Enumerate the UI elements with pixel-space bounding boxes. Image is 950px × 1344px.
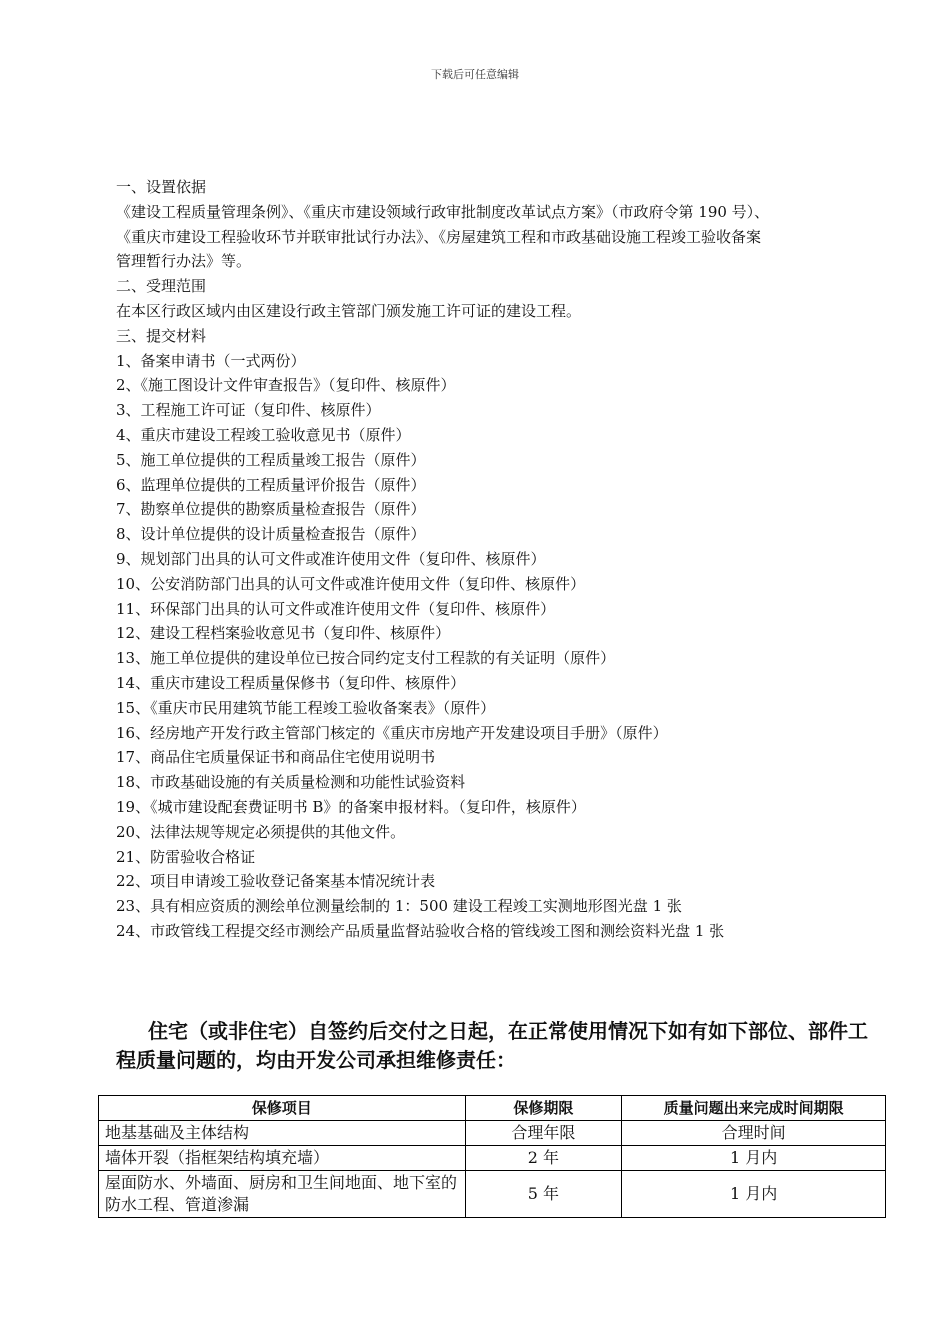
list-item: 21、防雷验收合格证 bbox=[116, 847, 256, 866]
list-item: 22、项目申请竣工验收登记备案基本情况统计表 bbox=[116, 872, 436, 891]
table-cell: 1 月内 bbox=[622, 1146, 886, 1171]
list-item: 8、设计单位提供的设计质量检查报告（原件） bbox=[116, 525, 426, 544]
list-item: 23、具有相应资质的测绘单位测量绘制的 1：500 建设工程竣工实测地形图光盘 1 张 bbox=[116, 897, 682, 916]
list-item: 10、公安消防部门出具的认可文件或准许使用文件（复印件、核原件） bbox=[116, 574, 586, 593]
paragraph-line: 在本区行政区域内由区建设行政主管部门颁发施工许可证的建设工程。 bbox=[116, 301, 582, 320]
list-item: 14、重庆市建设工程质量保修书（复印件、核原件） bbox=[116, 673, 466, 692]
table-row bbox=[99, 1121, 886, 1146]
table-cell: 屋面防水、外墙面、厨房和卫生间地面、地下室的防水工程、管道渗漏 bbox=[99, 1171, 466, 1218]
list-item: 6、监理单位提供的工程质量评价报告（原件） bbox=[116, 475, 426, 494]
table-cell: 墙体开裂（指框架结构填充墙） bbox=[99, 1146, 466, 1171]
list-item: 16、经房地产开发行政主管部门核定的《重庆市房地产开发建设项目手册》（原件） bbox=[116, 723, 668, 742]
section-heading: 二、受理范围 bbox=[116, 277, 207, 296]
warranty-table bbox=[98, 1095, 886, 1218]
table-cell: 合理时间 bbox=[622, 1121, 886, 1146]
list-item: 24、市政管线工程提交经市测绘产品质量监督站验收合格的管线竣工图和测绘资料光盘 1 张 bbox=[116, 921, 725, 940]
list-item: 4、重庆市建设工程竣工验收意见书（原件） bbox=[116, 425, 411, 444]
column-header: 质量问题出来完成时间期限 bbox=[622, 1096, 886, 1121]
list-item: 3、工程施工许可证（复印件、核原件） bbox=[116, 401, 381, 420]
table-cell: 地基基础及主体结构 bbox=[99, 1121, 466, 1146]
paragraph-line: 管理暂行办法》等。 bbox=[116, 252, 252, 271]
paragraph-line: 《重庆市建设工程验收环节并联审批试行办法》、《房屋建筑工程和市政基础设施工程竣工验收备案 bbox=[116, 227, 762, 246]
list-item: 12、建设工程档案验收意见书（复印件、核原件） bbox=[116, 624, 451, 643]
list-item: 9、规划部门出具的认可文件或准许使用文件（复印件、核原件） bbox=[116, 549, 546, 568]
document-body bbox=[116, 175, 886, 944]
warranty-notice-text: 住宅（或非住宅）自签约后交付之日起，在正常使用情况下如有如下部位、部件工程质量问题的，均由开发公司承担维修责任： bbox=[116, 1019, 868, 1072]
column-header: 保修项目 bbox=[99, 1096, 466, 1121]
list-item: 11、环保部门出具的认可文件或准许使用文件（复印件、核原件） bbox=[116, 599, 556, 618]
list-item: 20、法律法规等规定必须提供的其他文件。 bbox=[116, 822, 406, 841]
list-item: 19、《城市建设配套费证明书 B》的备案申报材料。（复印件，核原件） bbox=[116, 797, 586, 816]
section-heading: 三、提交材料 bbox=[116, 326, 207, 345]
table-cell: 2 年 bbox=[465, 1146, 622, 1171]
table-header-row bbox=[99, 1096, 886, 1121]
table-cell: 合理年限 bbox=[465, 1121, 622, 1146]
warranty-notice bbox=[116, 1017, 876, 1075]
list-item: 13、施工单位提供的建设单位已按合同约定支付工程款的有关证明（原件） bbox=[116, 649, 616, 668]
list-item: 17、商品住宅质量保证书和商品住宅使用说明书 bbox=[116, 748, 436, 767]
list-item: 1、备案申请书（一式两份） bbox=[116, 351, 306, 370]
column-header: 保修期限 bbox=[465, 1096, 622, 1121]
page-header: 下载后可任意编辑 bbox=[431, 68, 519, 81]
list-item: 7、勘察单位提供的勘察质量检查报告（原件） bbox=[116, 500, 426, 519]
table-row bbox=[99, 1146, 886, 1171]
list-item: 5、施工单位提供的工程质量竣工报告（原件） bbox=[116, 450, 426, 469]
list-item: 2、《施工图设计文件审查报告》（复印件、核原件） bbox=[116, 376, 456, 395]
table-row bbox=[99, 1171, 886, 1218]
table-cell: 1 月内 bbox=[622, 1171, 886, 1218]
paragraph-line: 《建设工程质量管理条例》、《重庆市建设领域行政审批制度改革试点方案》（市政府令第 190 号）、 bbox=[116, 202, 770, 221]
section-heading: 一、设置依据 bbox=[116, 178, 207, 196]
table-cell: 5 年 bbox=[465, 1171, 622, 1218]
list-item: 18、市政基础设施的有关质量检测和功能性试验资料 bbox=[116, 773, 466, 792]
list-item: 15、《重庆市民用建筑节能工程竣工验收备案表》（原件） bbox=[116, 698, 496, 717]
